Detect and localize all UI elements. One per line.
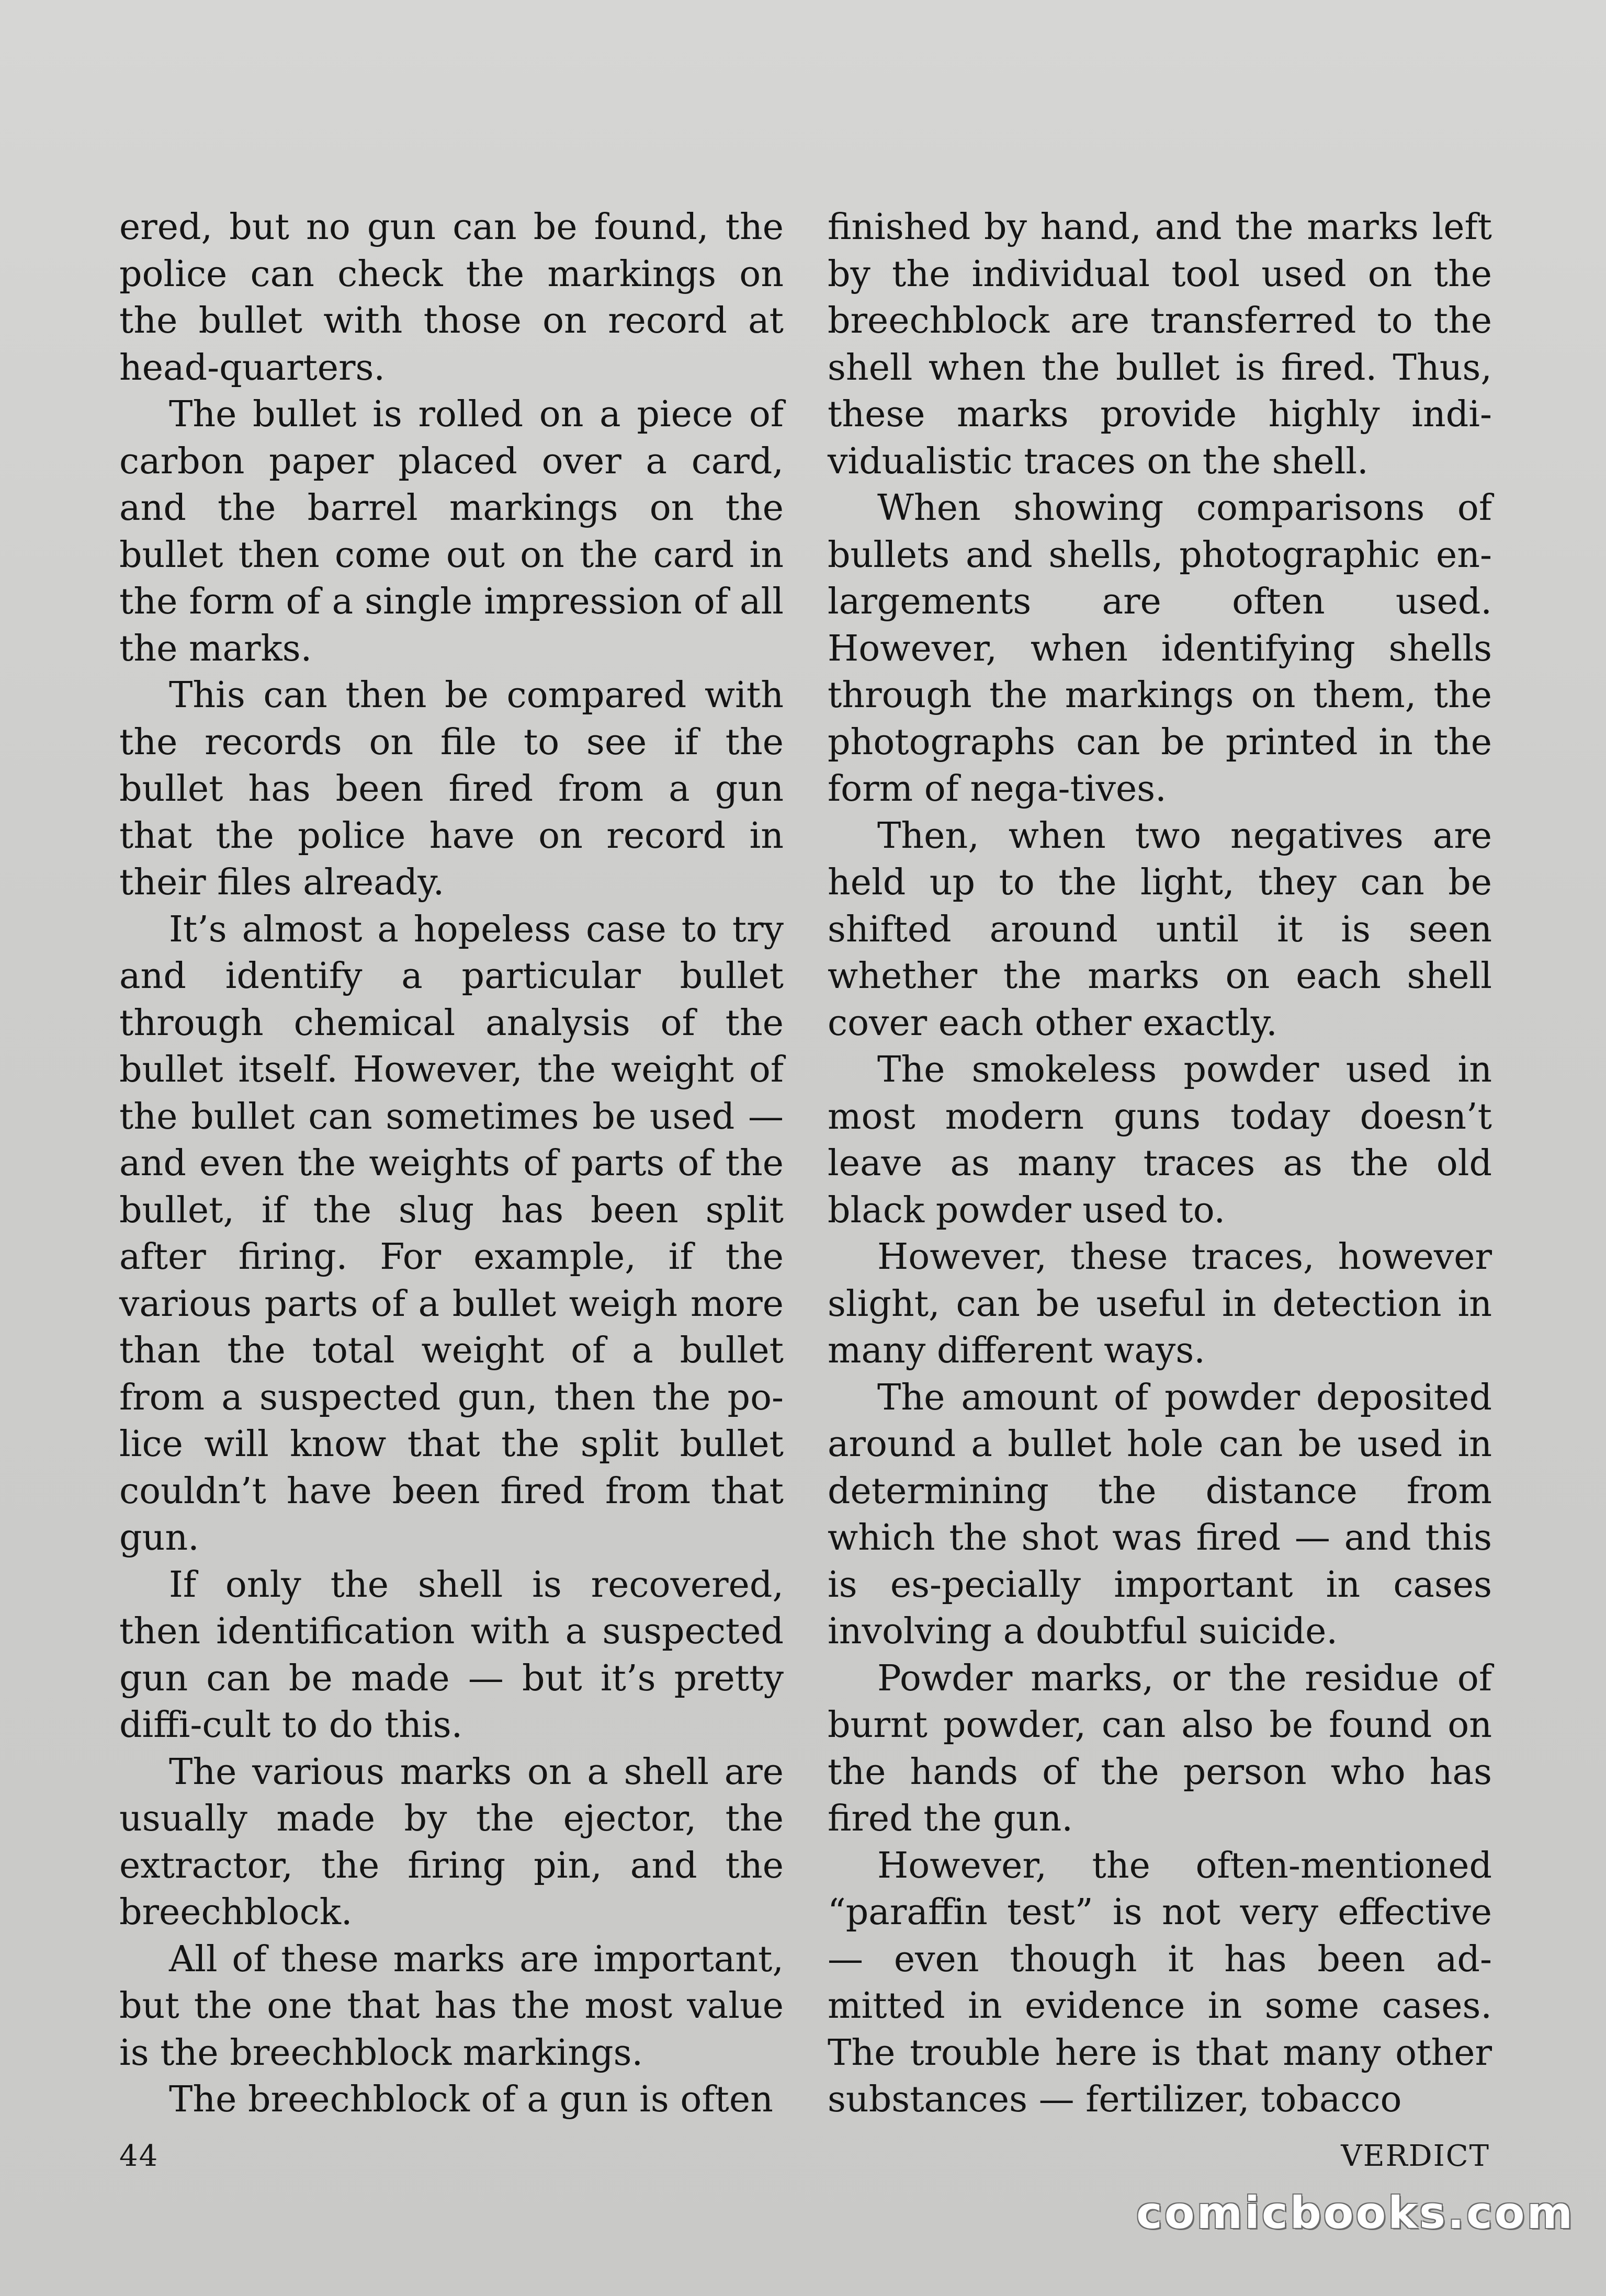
paragraph: However, these traces, however slight, can be useful in detection in many different ways. [828, 1236, 1492, 1371]
paragraph: The bullet is rolled on a piece of carbon paper placed over a card, and the barrel markings on the bullet then come out on the card in the form of a single impression of all the marks. [119, 394, 784, 669]
paragraph: When showing comparisons of bullets and shells, photographic en-largements are often used. However, when identifying shells through the markings on them, the photographs can be printed in the form of nega-tives. [828, 487, 1492, 810]
paragraph: The smokeless powder used in most modern guns today doesn’t leave as many traces as the old black powder used to. [828, 1049, 1492, 1231]
paragraph: The amount of powder deposited around a bullet hole can be used in determining the distance from which the shot was fired — and this is es-pecially important in cases involving a doubtful suicide. [828, 1377, 1492, 1652]
paragraph: The breechblock of a gun is often [169, 2079, 773, 2120]
paragraph: finished by hand, and the marks left by the individual tool used on the breechblock are transferred to the shell when the bullet is fired. Thus, these marks provide highly indi-vidualistic traces on the shell. [828, 207, 1492, 482]
publication-name: VERDICT [1341, 2139, 1490, 2173]
page-number: 44 [119, 2139, 159, 2173]
paragraph: If only the shell is recovered, then identification with a suspected gun can be made — but it’s pretty diffi-cult to do this. [119, 1564, 784, 1746]
right-text-column [828, 204, 1492, 2123]
paragraph: It’s almost a hopeless case to try and identify a particular bullet through chemical analysis of the bullet itself. However, the weight of the bullet can sometimes be used — and even the weights of parts of the bullet, if the slug has been split after firing. For example, if the various parts of a bullet weigh more than the total weight of a bullet from a suspected gun, then the po-lice will know that the split bullet couldn’t have been fired from that gun. [119, 908, 784, 1559]
left-text-column [119, 204, 784, 2123]
paragraph: ered, but no gun can be found, the police can check the markings on the bullet with those on record at head-quarters. [119, 207, 784, 389]
paragraph: Then, when two negatives are held up to the light, they can be shifted around until it is seen whether the marks on each shell cover each other exactly. [828, 815, 1492, 1044]
paragraph: Powder marks, or the residue of burnt powder, can also be found on the hands of the person who has fired the gun. [828, 1657, 1492, 1839]
site-watermark: comicbooks.com [1136, 2187, 1575, 2238]
paragraph: This can then be compared with the records on file to see if the bullet has been fired from a gun that the police have on record in their files already. [119, 675, 784, 903]
paragraph: However, the often-mentioned “paraffin test” is not very effective — even though it has been ad-mitted in evidence in some cases. The trouble here is that many other substances — fertilizer, tobacco [828, 1845, 1492, 2120]
paragraph: The various marks on a shell are usually made by the ejector, the extractor, the firing pin, and the breechblock. [119, 1751, 784, 1933]
paragraph: All of these marks are important, but the one that has the most value is the breechblock markings. [119, 1938, 784, 2074]
